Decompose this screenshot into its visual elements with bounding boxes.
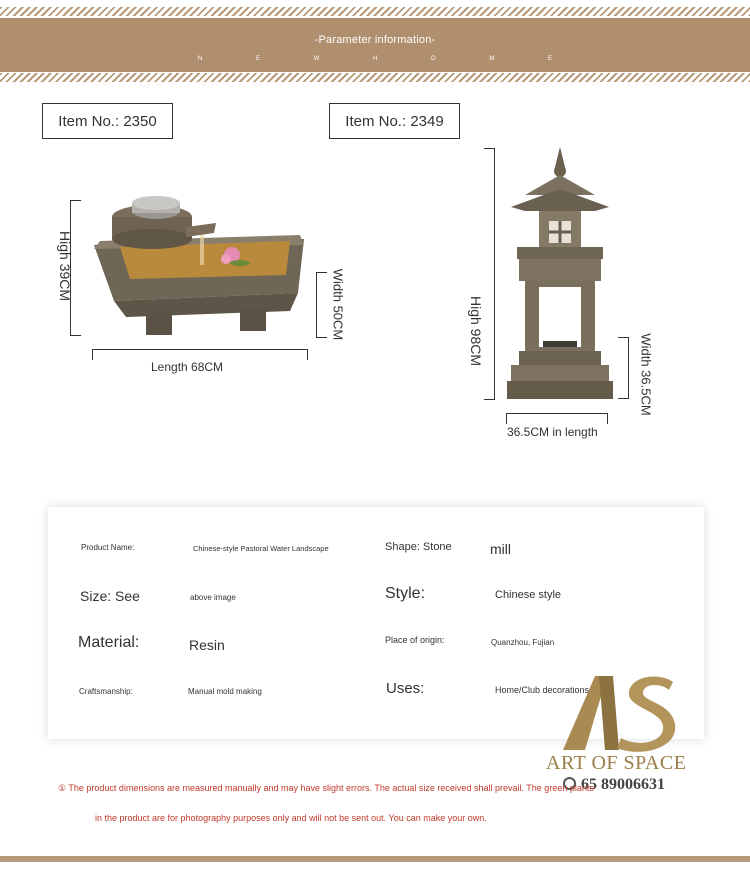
- width-label-2349: Width 36.5CM: [638, 333, 654, 416]
- header-subtitle: N E W H O M E: [198, 56, 578, 62]
- header-stripe-bottom: [0, 73, 750, 82]
- brand-phone: 65 89006631: [581, 776, 665, 793]
- note-line-1: ① The product dimensions are measured manually and may have slight errors. The actual size received shall prevail. The green plants: [58, 783, 594, 793]
- length-bracket-2350: [92, 349, 308, 360]
- high-label-2349: High 98CM: [468, 295, 485, 367]
- origin-label: Place of origin:: [385, 635, 445, 645]
- header-title: -Parameter information-: [314, 34, 436, 46]
- craftsmanship-value: Manual mold making: [188, 687, 262, 696]
- length-bracket-2349: [506, 413, 608, 424]
- width-bracket-2349: [618, 337, 629, 399]
- size-value: above image: [190, 593, 236, 602]
- shape-value: mill: [490, 541, 511, 557]
- width-bracket-2350: [316, 272, 327, 338]
- product-name-value: Chinese-style Pastoral Water Landscape: [193, 544, 329, 553]
- header-stripe-top: [0, 7, 750, 16]
- origin-value: Quanzhou, Fujian: [491, 638, 555, 647]
- size-label: Size: See: [80, 588, 140, 604]
- item-number-2349: Item No.: 2349: [329, 103, 460, 139]
- pagoda-lantern-image: [505, 145, 615, 405]
- craftsmanship-label: Craftsmanship:: [79, 687, 133, 696]
- stone-mill-fountain-image: [90, 195, 310, 340]
- length-label-2350: Length 68CM: [151, 360, 224, 374]
- width-label-2350: Width 50CM: [330, 268, 346, 341]
- footer-bar: [0, 856, 750, 862]
- brand-name: ART OF SPACE: [546, 752, 687, 774]
- material-value: Resin: [189, 637, 225, 653]
- uses-label: Uses:: [386, 680, 425, 697]
- style-label: Style:: [385, 585, 426, 602]
- uses-value: Home/Club decorations: [495, 685, 590, 695]
- high-label-2350: High 39CM: [57, 230, 74, 302]
- shape-label: Shape: Stone: [385, 541, 452, 553]
- high-bracket-2349: [484, 148, 495, 400]
- material-label: Material:: [78, 634, 140, 651]
- style-value: Chinese style: [495, 589, 562, 601]
- item-number-2350: Item No.: 2350: [42, 103, 173, 139]
- note-line-2: in the product are for photography purposes only and will not be sent out. You can make your own.: [95, 813, 487, 823]
- art-of-space-logo-icon: [555, 672, 685, 754]
- product-name-label: Product Name:: [81, 543, 135, 552]
- length-label-2349: 36.5CM in length: [507, 425, 598, 439]
